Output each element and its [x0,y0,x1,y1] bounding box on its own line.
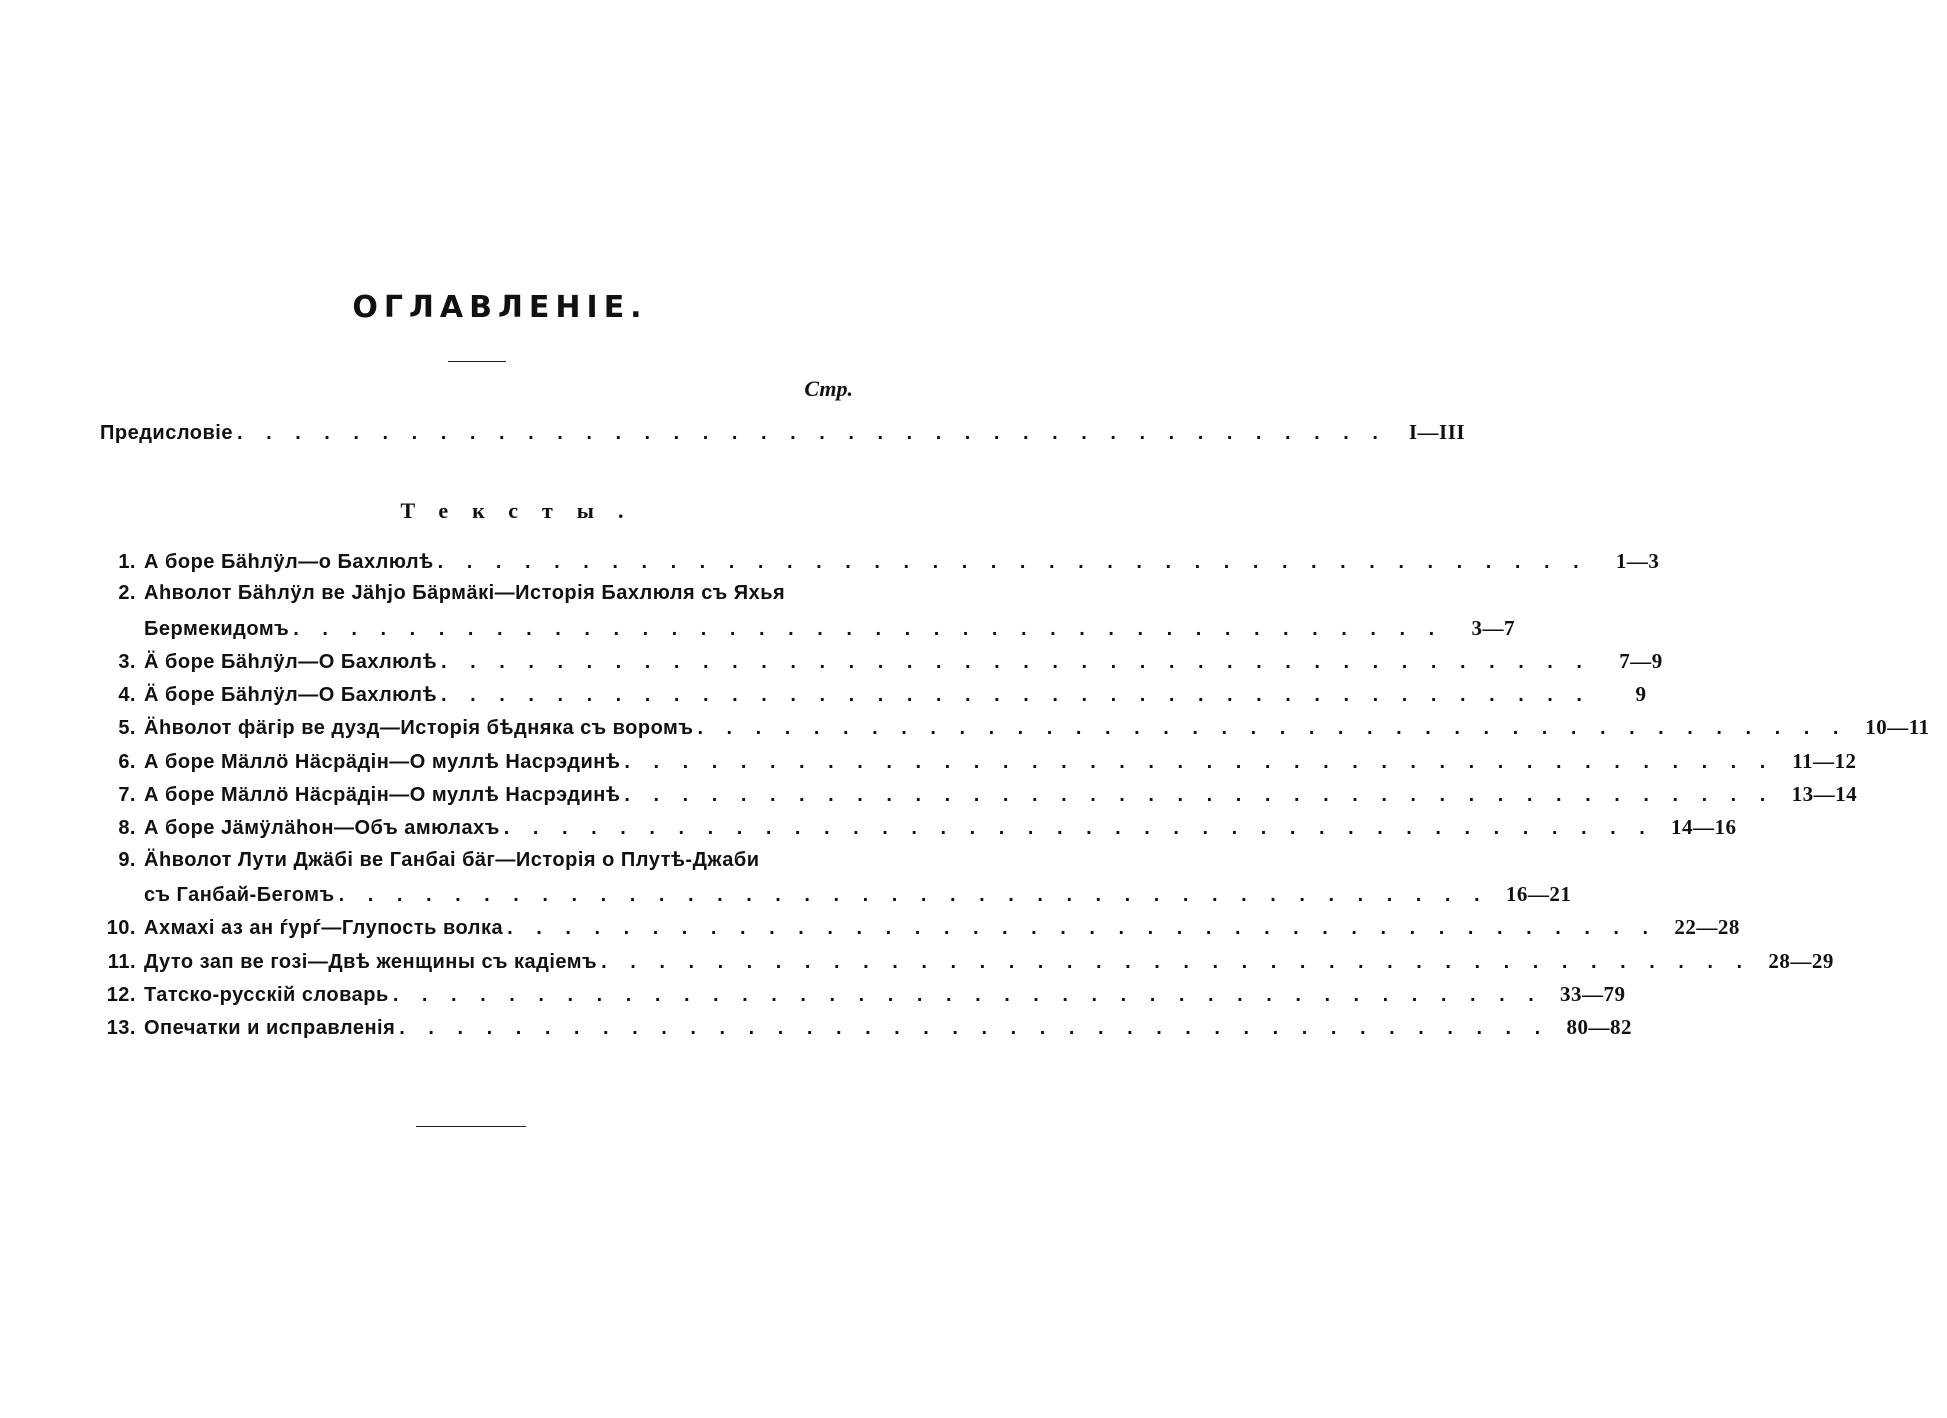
toc-entry-pages: 16—21 [1505,882,1572,906]
toc-entry-label: Аһволот Бäһлÿл ве Јäһјо Бäрмäкі—Исторія Бахлюля съ Яхья [144,582,786,604]
toc-entry [100,949,1834,979]
toc-entry-pages: 80—82 [1566,1015,1632,1039]
toc-entry-pages: 33—79 [1560,982,1626,1006]
toc-entry-pages: 13—14 [1791,782,1858,806]
toc-entry-label: А боре Мäллӧ Нäсрäдін—О муллѣ Насрэдинѣ [144,784,621,806]
toc-entry-number: 11. [107,951,136,973]
toc-entry-pages: 3—7 [1471,616,1515,640]
toc-entry-pages: 28—29 [1768,949,1834,973]
leader-dots: . . . . . . . . . . . . . . . . . . . . . . . . . . . . . . . . . . . . . . . . [697,717,1848,739]
toc-entry-number: 9. [118,849,136,871]
title-divider [448,361,506,362]
toc-entry [100,649,1663,679]
toc-entry-pages: 14—16 [1671,815,1737,839]
toc-entry-number: 3. [118,651,136,673]
toc-entry [100,915,1740,945]
toc-entry-number: 7. [118,784,136,806]
toc-entry-label: Ӓ боре Бäһлÿл—О Бахлюлѣ [144,684,437,706]
leader-dots: . . . . . . . . . . . . . . . . . . . . . . . . . . . . . . . . . . . . . . . . [624,784,1775,806]
toc-entry [100,1015,1632,1045]
leader-dots: . . . . . . . . . . . . . . . . . . . . . . . . . . . . . . . . . . . . . . . . [624,751,1775,773]
toc-entry-pages: 10—11 [1865,715,1930,739]
toc-entry-number: 5. [118,717,136,739]
leader-dots: . . . . . . . . . . . . . . . . . . . . . . . . . . . . . . . . . . . . . . . . [392,984,1543,1006]
toc-entry-number: 1. [118,551,136,573]
toc-entry-pages: 9 [1635,682,1647,706]
toc-entry-label: Ӓһволот Лути Джäбі ве Ганбаі бäг—Исторія о Плутѣ-Джаби [144,849,760,871]
toc-entry-label: Ӓһволот фäгір ве дузд—Исторія бѣдняка съ воромъ [144,717,694,739]
toc-entry [100,549,1660,579]
leader-dots: . . . . . . . . . . . . . . . . . . . . . . . . . . . . . . . . . . . . . . . . [293,618,1444,640]
toc-entry [100,882,1572,912]
toc-entry [100,782,1858,812]
toc-entry [100,815,1737,845]
leader-dots: . . . . . . . . . . . . . . . . . . . . . . . . . . . . . . . . . . . . . . . . [441,684,1591,706]
toc-entry-label: А боре Мäллӧ Нäсрäдін—О муллѣ Насрэдинѣ [144,751,621,773]
toc-entry-label: Дуто зап ве гозі—Двѣ женщины съ кадіемъ [144,951,598,973]
toc-entry-label: Ахмахі аз ан ѓурѓ—Глупость волка [144,917,504,939]
toc-entry-label: Предисловіе [100,422,233,444]
page-column-header: Стр. [804,376,853,401]
toc-entry-pages: 1—3 [1615,549,1660,573]
toc-entry-pages: 11—12 [1792,749,1857,773]
leader-dots: . . . . . . . . . . . . . . . . . . . . . . . . . . . . . . . . . . . . . . . . [441,651,1591,673]
leader-dots: . . . . . . . . . . . . . . . . . . . . . . . . . . . . . . . . . . . . . . . . [338,884,1489,906]
page-title: ОГЛАВЛЕНІЕ. [352,290,648,325]
toc-entry [100,582,852,612]
toc-entry [100,982,1626,1012]
toc-entry [100,682,1647,712]
toc-entry-label: Бермекидомъ [144,618,290,640]
toc-entry-number: 12. [106,984,136,1006]
leader-dots: . . . . . . . . . . . . . . . . . . . . . . . . . . . . . . . . . . . . . . . . [601,951,1752,973]
leader-dots: . . . . . . . . . . . . . . . . . . . . . . . . . . . . . . . . . . . . . . . . [437,551,1588,573]
toc-preface [100,420,1466,450]
toc-entry-number: 6. [118,751,136,773]
toc-entry-number: 2. [118,582,136,604]
toc-entry [100,849,852,879]
toc-entry-pages: 22—28 [1674,915,1740,939]
leader-dots: . . . . . . . . . . . . . . . . . . . . . . . . . . . . . . . . . . . . . . . . [503,817,1654,839]
toc-entry [100,715,1930,745]
toc-entry [100,616,1515,646]
bottom-divider [416,1126,526,1127]
toc-entry-number: 8. [118,817,136,839]
toc-entry-label: Опечатки и исправленія [144,1017,396,1039]
leader-dots: . . . . . . . . . . . . . . . . . . . . . . . . . . . . . . . . . . . . . . . . [399,1017,1550,1039]
toc-entry-number: 13. [106,1017,136,1039]
toc-entry-number: 10. [106,917,136,939]
leader-dots: . . . . . . . . . . . . . . . . . . . . . . . . . . . . . . . . . . . . . . . . [236,422,1387,444]
toc-entry-label: Ӓ боре Бäһлÿл—О Бахлюлѣ [144,651,437,673]
toc-entry-label: Татско-русскій словарь [144,984,389,1006]
toc-entry-number: 4. [118,684,136,706]
toc-entry-pages: I—III [1408,420,1466,444]
toc-entry-label: съ Ганбай-Бегомъ [144,884,335,906]
toc-entry-pages: 7—9 [1619,649,1663,673]
toc-entry-label: А боре Јäмÿлäһон—Объ амюлахъ [144,817,500,839]
toc-entry-label: А боре Бäһлÿл—о Бахлюлѣ [144,551,434,573]
toc-entry [100,749,1857,779]
leader-dots: . . . . . . . . . . . . . . . . . . . . . . . . . . . . . . . . . . . . . . . . [507,917,1658,939]
section-heading: Тексты. [400,498,648,523]
